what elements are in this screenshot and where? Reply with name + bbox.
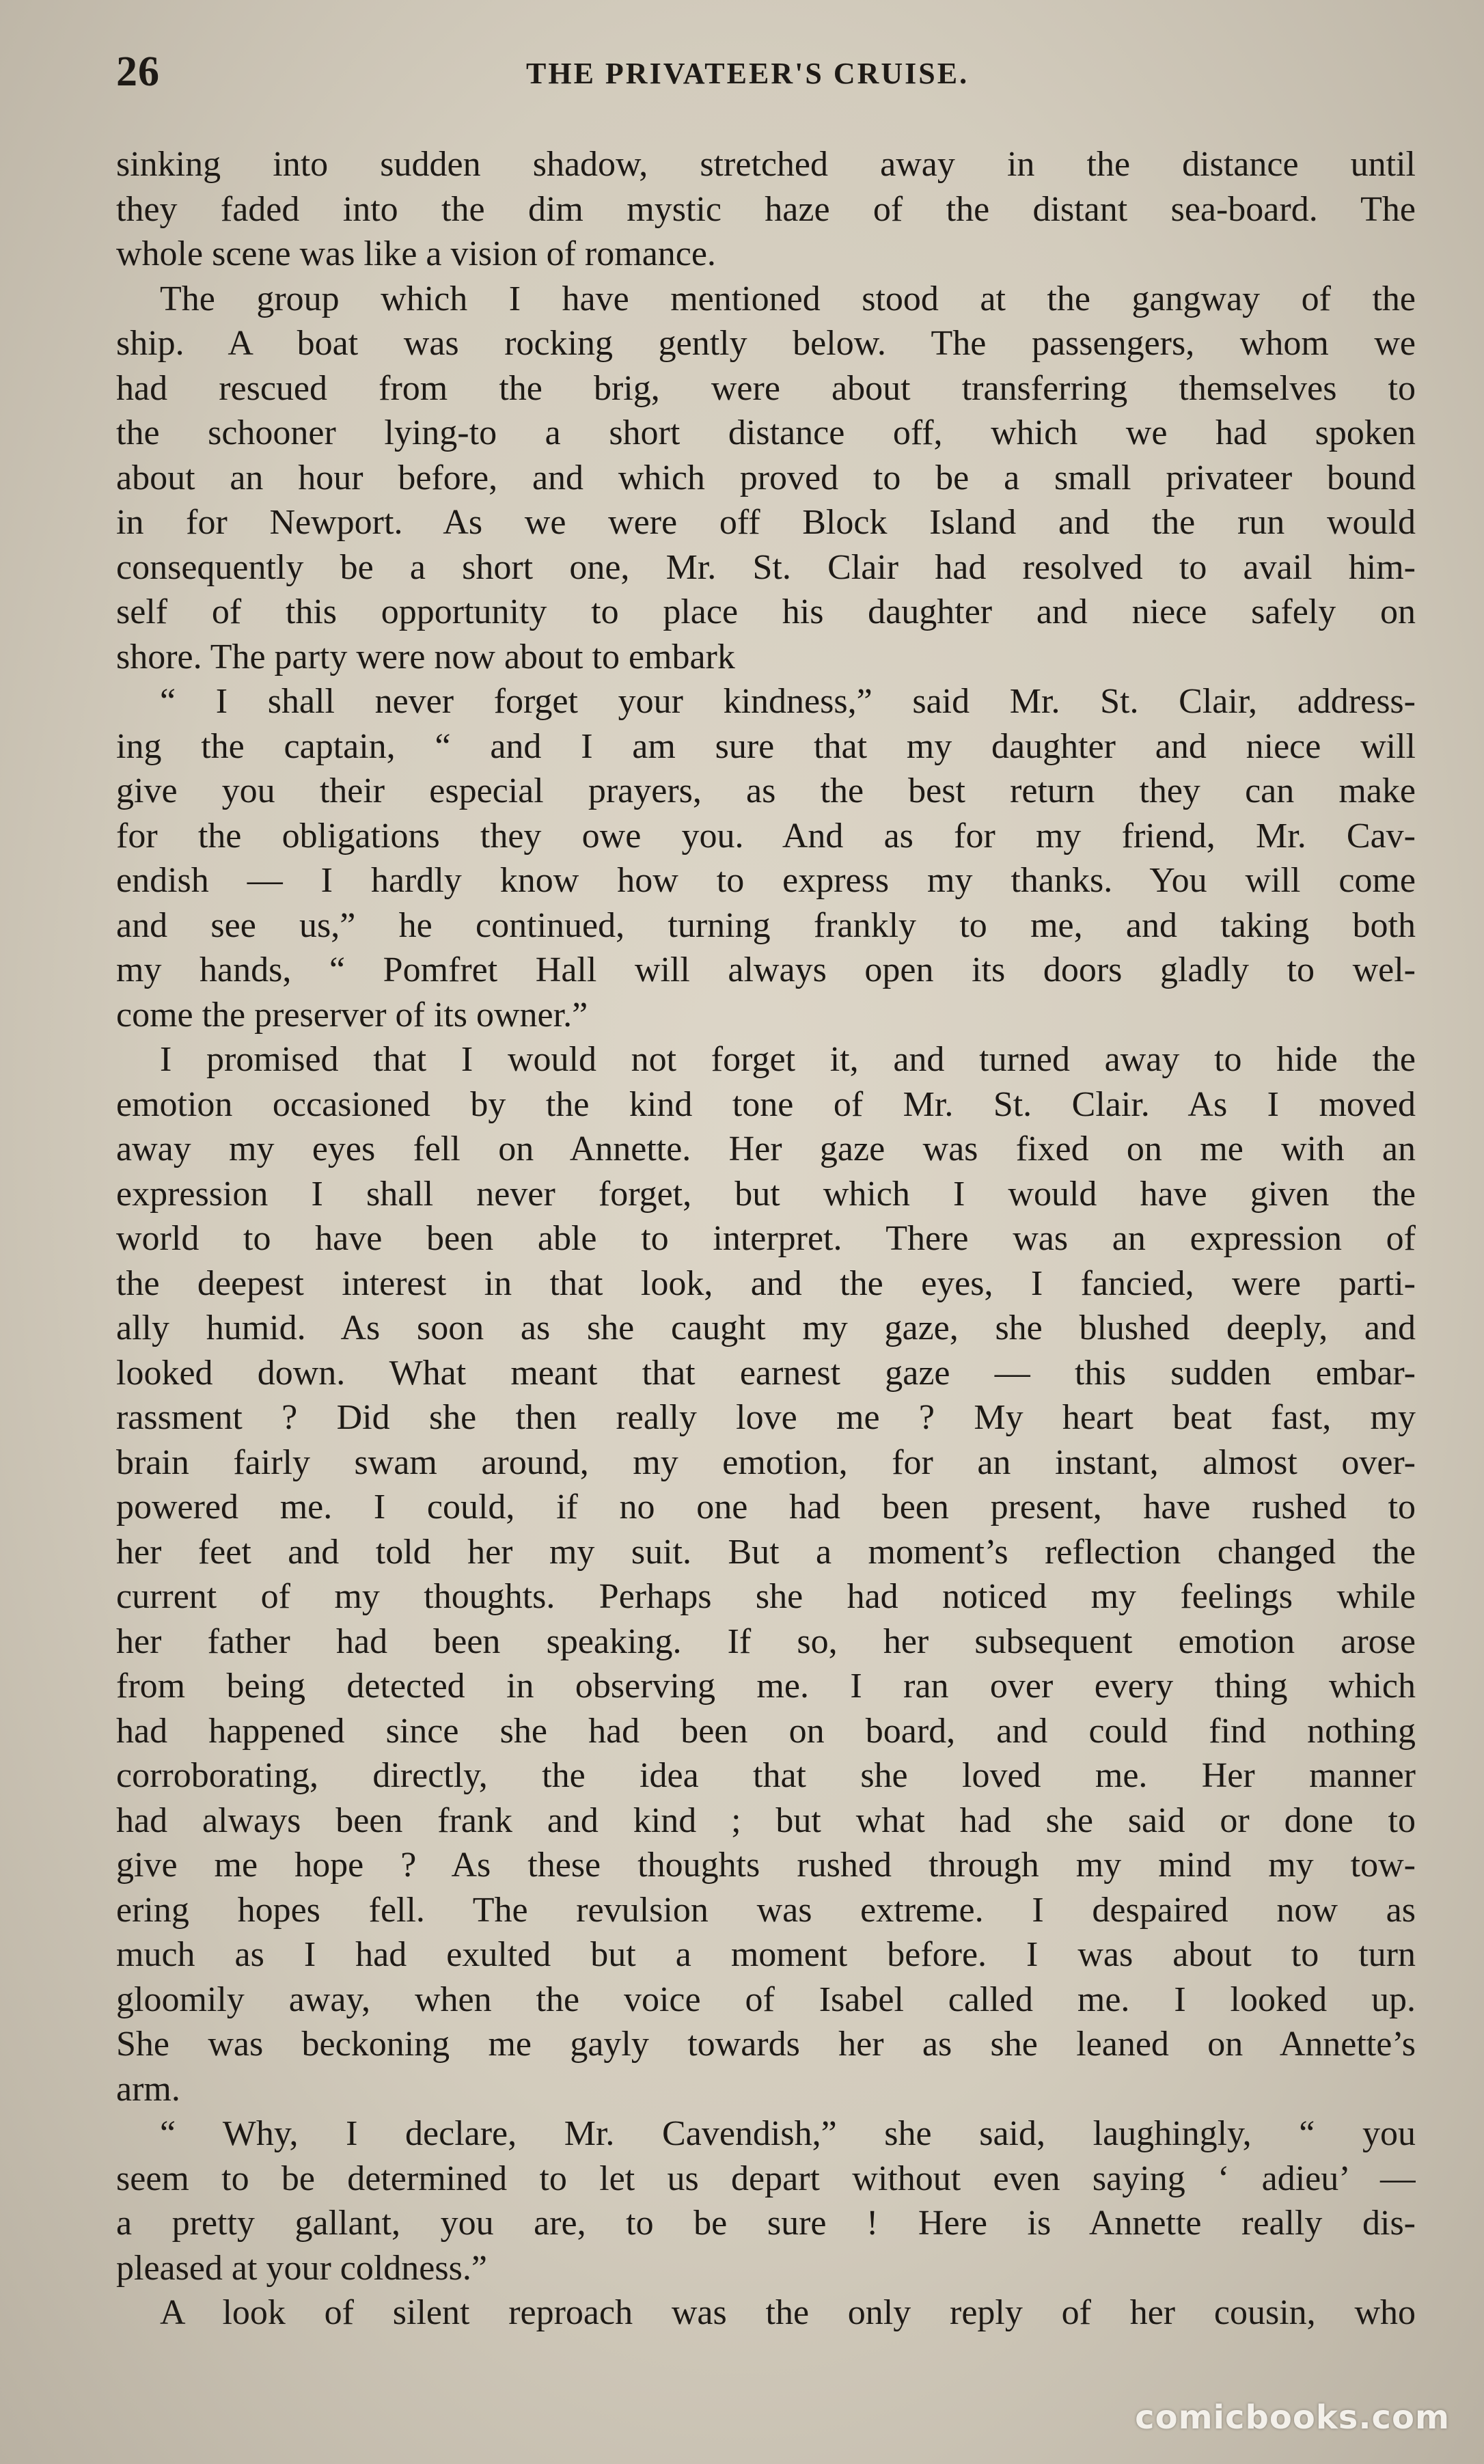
text-line: the deepest interest in that look, and the eyes, I fancied, were parti- <box>116 1263 1416 1303</box>
text-line: The group which I have mentioned stood at the gangway of the <box>160 279 1416 318</box>
text-line: a pretty gallant, you are, to be sure ! Here is Annette really dis- <box>116 2204 1416 2243</box>
text-line: had happened since she had been on board, and could find nothing <box>116 1711 1416 1751</box>
text-line: ing the captain, “ and I am sure that my daughter and niece will <box>116 726 1416 766</box>
text-line: A look of silent reproach was the only reply of her cousin, who <box>160 2293 1416 2332</box>
text-line: arm. <box>116 2069 180 2109</box>
text-line: seem to be determined to let us depart without even saying ‘ adieu’ — <box>116 2159 1416 2198</box>
text-line: ering hopes fell. The revulsion was extreme. I despaired now as <box>116 1890 1416 1930</box>
text-line: gloomily away, when the voice of Isabel called me. I looked up. <box>116 1980 1416 2019</box>
page-number: 26 <box>116 49 160 95</box>
text-line: her father had been speaking. If so, her subsequent emotion arose <box>116 1621 1416 1661</box>
page-header <box>116 41 1416 102</box>
text-line: shore. The party were now about to embark <box>116 637 735 676</box>
text-line: in for Newport. As we were off Block Island and the run would <box>116 503 1416 542</box>
text-line: self of this opportunity to place his daughter and niece safely on <box>116 592 1416 631</box>
text-line: “ I shall never forget your kindness,” said Mr. St. Clair, address- <box>160 682 1416 721</box>
text-line: powered me. I could, if no one had been present, have rushed to <box>116 1488 1416 1527</box>
text-line: looked down. What meant that earnest gaze — this sudden embar- <box>116 1353 1416 1393</box>
text-line: emotion occasioned by the kind tone of Mr. St. Clair. As I moved <box>116 1084 1416 1124</box>
text-line: world to have been able to interpret. There was an expression of <box>116 1219 1416 1258</box>
text-line: pleased at your coldness.” <box>116 2248 487 2288</box>
site-watermark: comicbooks.com <box>1135 2398 1450 2437</box>
text-line: give me hope ? As these thoughts rushed through my mind my tow- <box>116 1846 1416 1885</box>
text-line: away my eyes fell on Annette. Her gaze was fixed on me with an <box>116 1130 1416 1168</box>
body-text <box>116 142 1416 2336</box>
text-line: her feet and told her my suit. But a moment’s reflection changed the <box>116 1532 1416 1572</box>
text-line: had rescued from the brig, were about transferring themselves to <box>116 368 1416 408</box>
text-line: from being detected in observing me. I ran over every thing which <box>116 1667 1416 1706</box>
text-line: give you their especial prayers, as the best return they can make <box>116 771 1416 810</box>
text-line: much as I had exulted but a moment before. I was about to turn <box>116 1935 1416 1974</box>
text-line: consequently be a short one, Mr. St. Clair had resolved to avail him- <box>116 547 1416 587</box>
text-line: ally humid. As soon as she caught my gaze, she blushed deeply, and <box>116 1309 1416 1347</box>
text-line: ship. A boat was rocking gently below. The passengers, whom we <box>116 324 1416 363</box>
text-line: and see us,” he continued, turning frankly to me, and taking both <box>116 905 1416 945</box>
text-line: my hands, “ Pomfret Hall will always open its doors gladly to wel- <box>116 950 1416 989</box>
text-line: had always been frank and kind ; but what had she said or done to <box>116 1801 1416 1840</box>
text-line: She was beckoning me gayly towards her as she leaned on Annette’s <box>116 2025 1416 2064</box>
text-line: “ Why, I declare, Mr. Cavendish,” she said, laughingly, “ you <box>160 2114 1416 2153</box>
running-head: THE PRIVATEER'S CRUISE. <box>526 57 970 90</box>
text-line: whole scene was like a vision of romance. <box>116 234 716 273</box>
text-line: the schooner lying-to a short distance off, which we had spoken <box>116 413 1416 452</box>
text-line: endish — I hardly know how to express my thanks. You will come <box>116 861 1416 900</box>
text-line: brain fairly swam around, my emotion, for an instant, almost over- <box>116 1442 1416 1482</box>
text-line: I promised that I would not forget it, and turned away to hide the <box>160 1040 1416 1079</box>
text-line: current of my thoughts. Perhaps she had noticed my feelings while <box>116 1577 1416 1616</box>
text-line: about an hour before, and which proved to be a small privateer bound <box>116 458 1416 497</box>
text-line: rassment ? Did she then really love me ? My heart beat fast, my <box>116 1398 1416 1437</box>
text-line: corroborating, directly, the idea that she loved me. Her manner <box>116 1756 1416 1795</box>
text-line: sinking into sudden shadow, stretched away in the distance until <box>116 145 1416 184</box>
text-line: for the obligations they owe you. And as for my friend, Mr. Cav- <box>116 816 1416 855</box>
text-line: they faded into the dim mystic haze of the distant sea-board. The <box>116 189 1416 229</box>
text-line: come the preserver of its owner.” <box>116 995 588 1035</box>
text-line: expression I shall never forget, but which I would have given the <box>116 1174 1416 1214</box>
